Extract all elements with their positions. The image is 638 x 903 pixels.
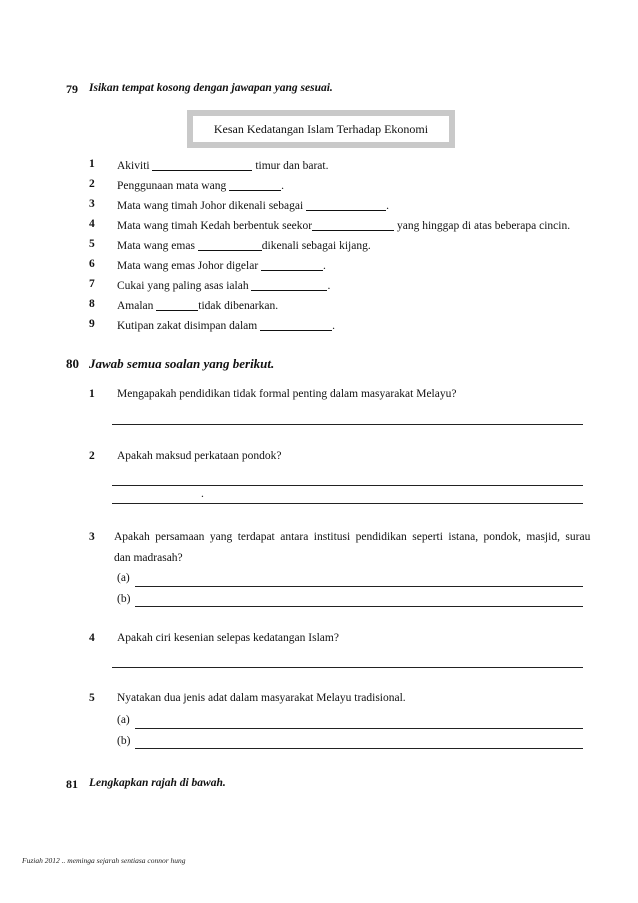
q79-item-6-before: Mata wang emas Johor digelar (117, 260, 259, 272)
q80-5-option-a: (a) (117, 714, 130, 726)
footer-signature: Fuziah 2012 .. meminga sejarah sentiasa connor hung (22, 856, 186, 865)
q80-title: Jawab semua soalan yang berikut. (89, 356, 275, 371)
q79-number: 79 (66, 82, 78, 96)
q80-4-text: Apakah ciri kesenian selepas kedatangan Islam? (117, 632, 339, 644)
q80-5-answer-line-b[interactable] (135, 748, 583, 749)
q80-2-text: Apakah maksud perkataan pondok? (117, 450, 282, 462)
q79-item-1-number: 1 (89, 158, 95, 170)
q80-3-option-b: (b) (117, 593, 131, 605)
q79-item-4 (117, 218, 570, 232)
q80-1-number: 1 (89, 388, 95, 400)
q80-2-answer-line-1[interactable] (112, 485, 583, 486)
q81-title: Lengkapkan rajah di bawah. (89, 777, 226, 789)
q79-item-9 (117, 318, 335, 332)
q79-item-4-number: 4 (89, 218, 95, 230)
q79-item-6-after: . (323, 260, 326, 272)
q79-item-6-blank[interactable] (261, 258, 323, 271)
q79-item-1 (117, 158, 328, 172)
q80-3-answer-line-b[interactable] (135, 606, 583, 607)
q79-item-5-blank[interactable] (198, 238, 262, 251)
q80-5-number: 5 (89, 692, 95, 704)
q79-item-7-after: . (327, 280, 331, 292)
q80-number: 80 (66, 356, 79, 371)
q79-item-8-blank[interactable] (156, 298, 198, 311)
q79-item-1-blank[interactable] (152, 158, 252, 171)
q79-title: Isikan tempat kosong dengan jawapan yang sesuai. (89, 82, 333, 94)
q79-item-3-before: Mata wang timah Johor dikenali sebagai (117, 200, 304, 212)
q79-item-5-before: Mata wang emas (117, 240, 195, 252)
q80-5-option-b: (b) (117, 735, 131, 747)
q79-item-2-blank[interactable] (229, 178, 281, 191)
q79-item-5-number: 5 (89, 238, 95, 250)
q79-item-8-after: tidak dibenarkan. (198, 300, 279, 312)
q79-item-6-number: 6 (89, 258, 95, 270)
q79-item-1-after: timur dan barat. (255, 160, 329, 172)
q79-item-3-number: 3 (89, 198, 95, 210)
q79-item-2 (117, 178, 284, 192)
q80-5-answer-line-a[interactable] (135, 728, 583, 729)
q79-item-9-blank[interactable] (260, 318, 332, 331)
q79-item-4-blank[interactable] (312, 218, 394, 231)
q79-item-8-number: 8 (89, 298, 95, 310)
q79-item-2-number: 2 (89, 178, 95, 190)
q79-item-9-after: . (332, 320, 335, 332)
q80-3-option-a: (a) (117, 572, 130, 584)
q80-4-answer-line[interactable] (112, 667, 583, 668)
q79-item-3 (117, 198, 389, 212)
q80-5-text: Nyatakan dua jenis adat dalam masyarakat Melayu tradisional. (117, 692, 406, 704)
q79-item-9-number: 9 (89, 318, 95, 330)
q79-item-5-after: dikenali sebagai kijang. (261, 240, 371, 252)
q80-4-number: 4 (89, 632, 95, 644)
q79-item-2-after: . (281, 180, 284, 192)
q79-item-7-blank[interactable] (251, 278, 327, 291)
q79-item-9-before: Kutipan zakat disimpan dalam (117, 320, 258, 332)
q79-item-3-after: . (386, 200, 389, 212)
q80-1-answer-line[interactable] (112, 424, 583, 425)
q79-item-4-after: yang hinggap di atas beberapa cincin. (397, 220, 571, 232)
q80-3-text-line-2: dan madrasah? (114, 552, 183, 564)
q79-item-7-number: 7 (89, 278, 95, 290)
q79-item-2-before: Penggunaan mata wang (117, 180, 227, 192)
q81-number: 81 (66, 777, 78, 791)
q79-item-8-before: Amalan (117, 300, 154, 312)
q80-1-text: Mengapakah pendidikan tidak formal penting dalam masyarakat Melayu? (117, 388, 457, 400)
q79-item-5 (117, 238, 371, 252)
topic-box (187, 110, 455, 148)
q79-item-7 (117, 278, 330, 292)
q79-item-6 (117, 258, 326, 272)
q79-item-4-before: Mata wang timah Kedah berbentuk seekor (117, 220, 313, 232)
q79-item-1-before: Akiviti (117, 160, 150, 172)
q80-2-number: 2 (89, 450, 95, 462)
q80-2-answer-line-2[interactable] (112, 503, 583, 504)
topic-box-title: Kesan Kedatangan Islam Terhadap Ekonomi (193, 116, 449, 142)
q80-3-text-line-1: Apakah persamaan yang terdapat antara institusi pendidikan seperti istana, pondok, masjid, surau (114, 531, 591, 543)
q80-3-number: 3 (89, 531, 95, 543)
q79-item-7-before: Cukai yang paling asas ialah (117, 280, 249, 292)
q79-item-8 (117, 298, 278, 312)
q80-3-answer-line-a[interactable] (135, 586, 583, 587)
q80-2-trail: . (201, 488, 204, 500)
q79-item-3-blank[interactable] (306, 198, 386, 211)
